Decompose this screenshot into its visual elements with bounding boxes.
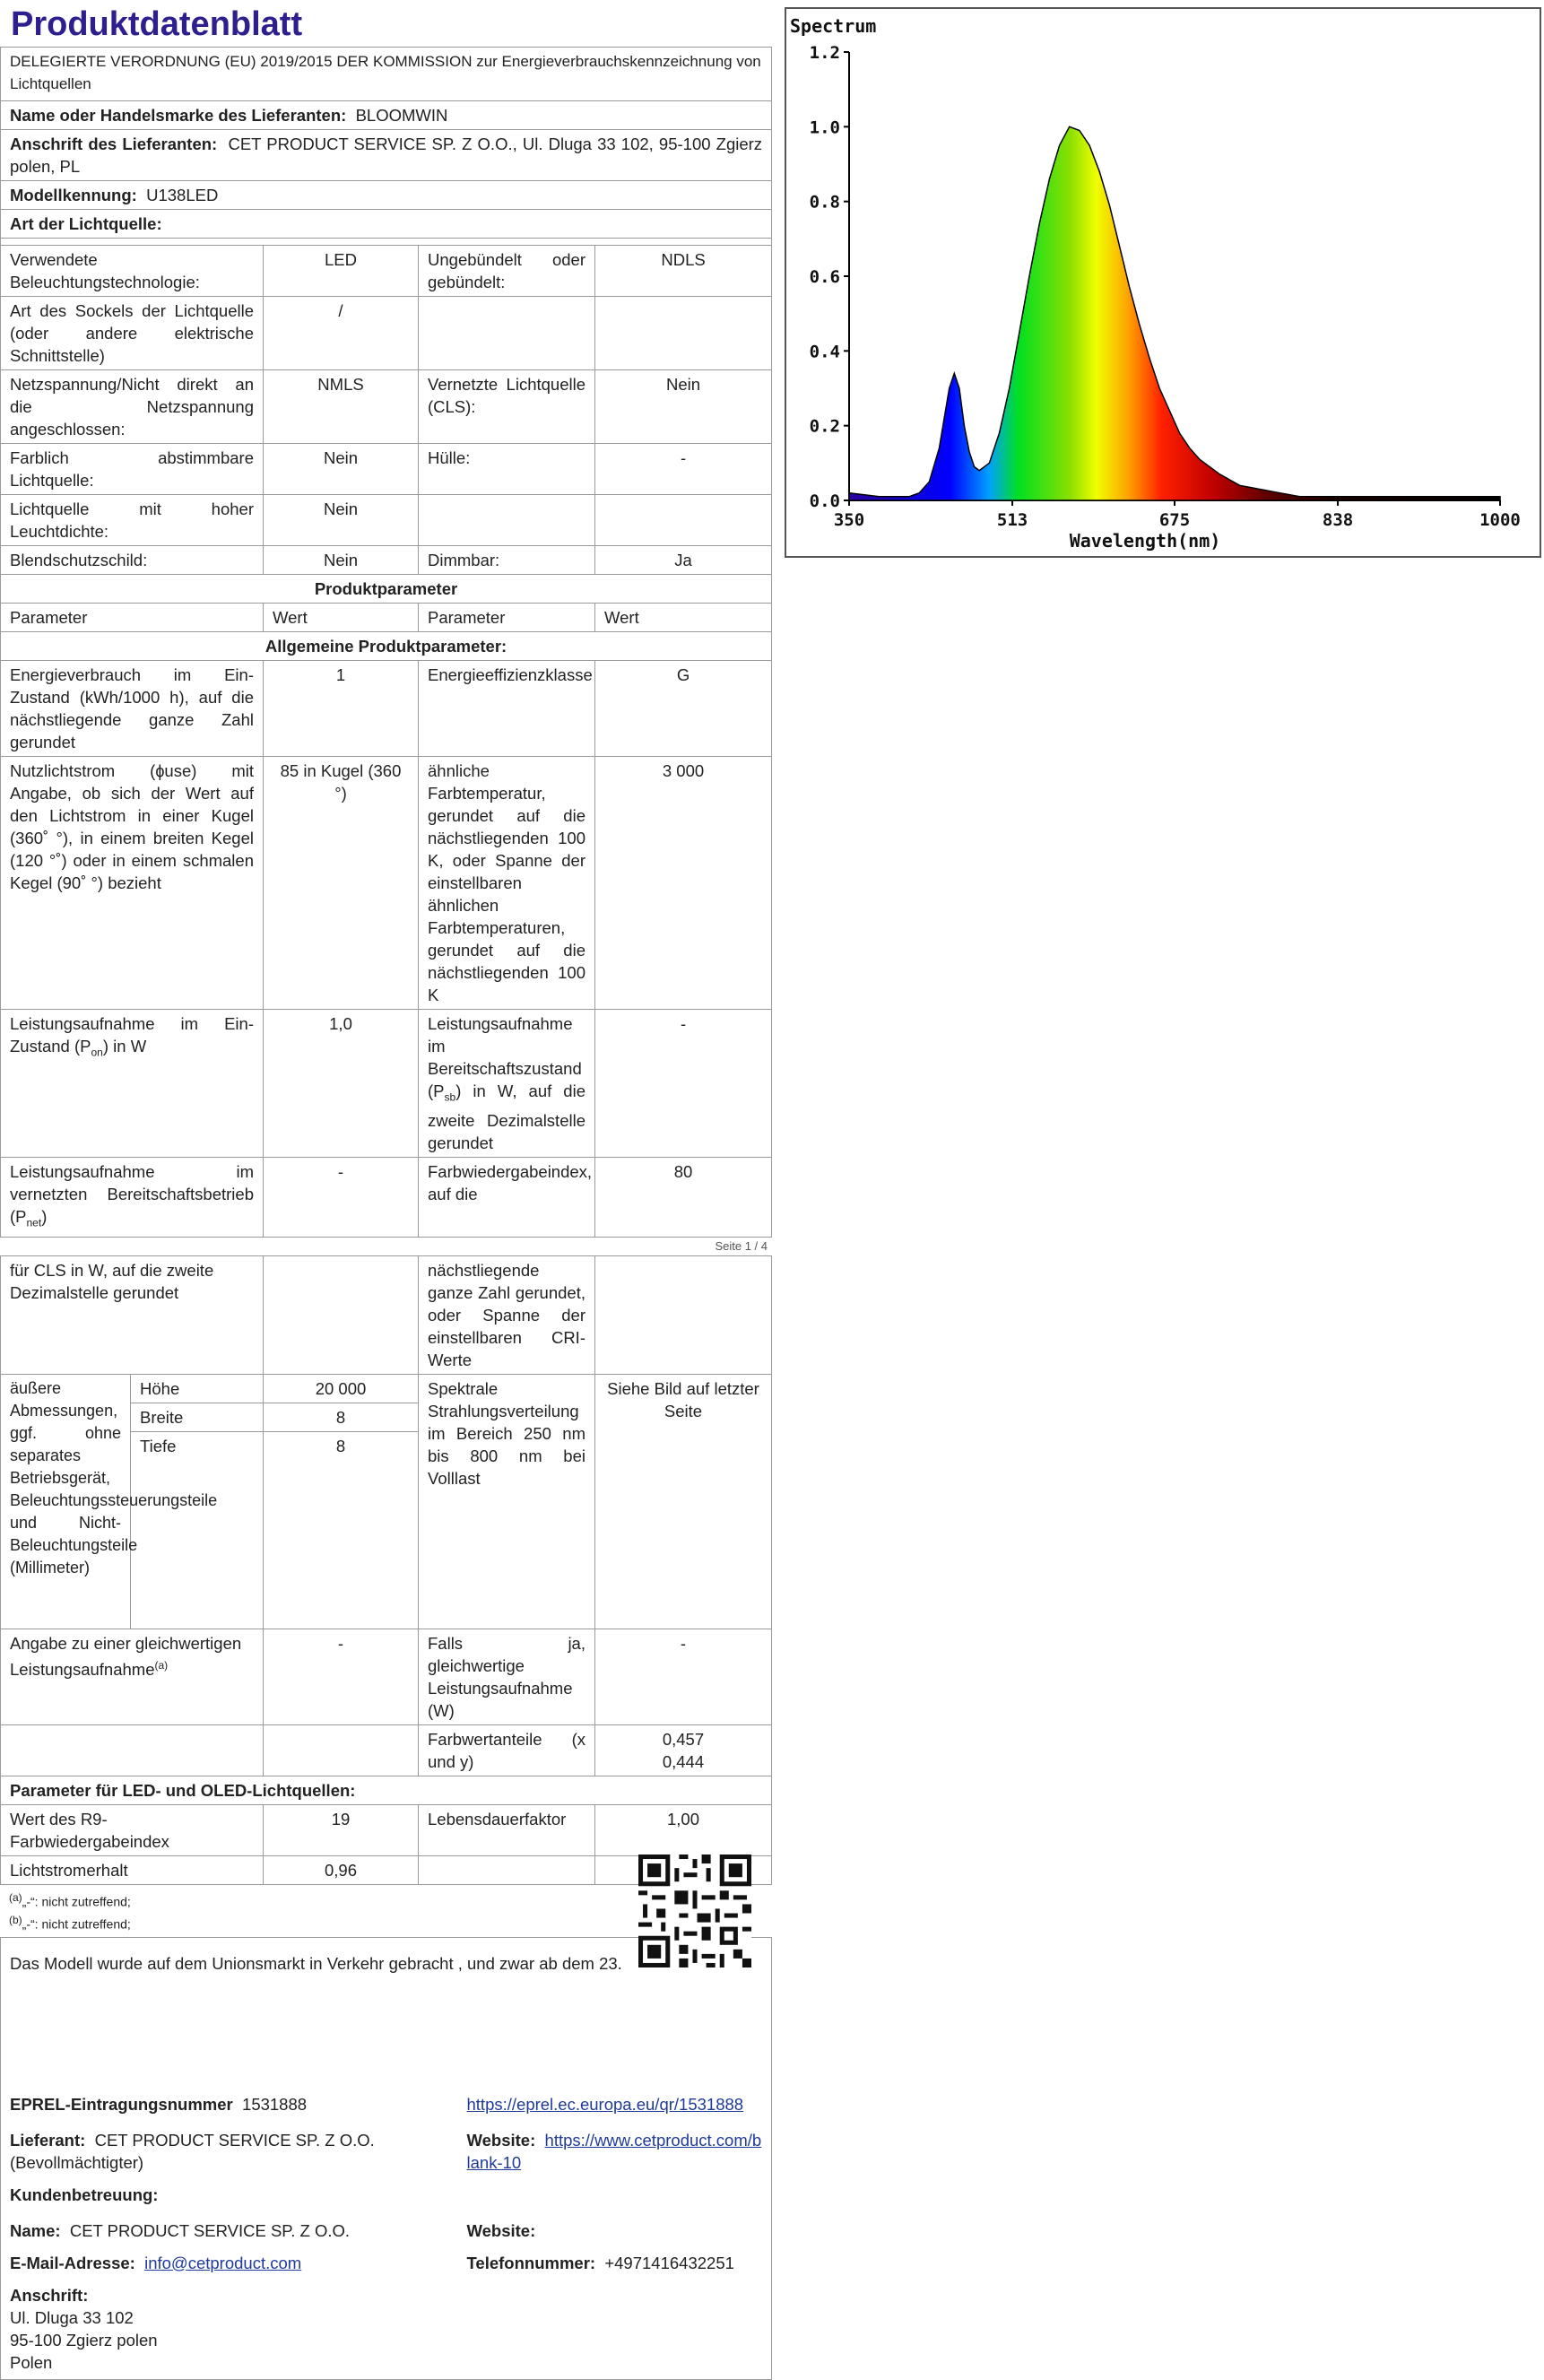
type-heading: Art der Lichtquelle: (1, 210, 772, 239)
y-tick-label: 0.0 (809, 491, 840, 511)
supplier-address: CET PRODUCT SERVICE SP. Z O.O., Ul. Dluga 33 102, 95-100 Zgierz polen, PL (10, 135, 763, 176)
type-value: Nein (595, 370, 772, 444)
param-label: für CLS in W, auf die zweite Dezimalstelle gerundet (1, 1256, 264, 1375)
model-row (1, 181, 772, 210)
type-row (1, 444, 772, 495)
y-tick-label: 0.8 (809, 192, 840, 213)
type-value: LED (264, 246, 419, 297)
param-label: Farbwiedergabeindex, auf die (419, 1157, 595, 1238)
param-label: Spektrale Strahlungsverteilung im Bereich 250 nm bis 800 nm bei Volllast (419, 1375, 595, 1629)
supplier-name-row (1, 101, 772, 130)
spectrum-area (849, 126, 1500, 500)
dimension-key: Höhe (131, 1375, 264, 1403)
type-label: Dimmbar: (419, 546, 595, 575)
type-label: Farblich abstimmbare Lichtquelle: (1, 444, 264, 495)
dimension-key: Breite (131, 1403, 264, 1432)
supplier-address-label: Anschrift des Lieferanten: (10, 135, 218, 153)
type-value: Nein (264, 546, 419, 575)
param-row (1, 1805, 772, 1856)
customer-heading: Kundenbetreuung: (1, 2176, 772, 2209)
type-label: Ungebündelt oder gebündelt: (419, 246, 595, 297)
regulation-text: DELEGIERTE VERORDNUNG (EU) 2019/2015 DER KOMMISSION zur Energieverbrauchskennzeichnung von Lichtquellen (1, 48, 772, 101)
param-value: 19 (264, 1805, 419, 1856)
supplier-info-table (0, 1937, 772, 2380)
param-label: nächstliegende ganze Zahl gerundet, oder Spanne der einstellbaren CRI-Werte (419, 1256, 595, 1375)
supplier-name: BLOOMWIN (355, 106, 448, 125)
x-tick-label: 838 (1322, 510, 1354, 530)
footnote-b: $^{(b)}$„-“: nicht zutreffend; (9, 1914, 131, 1932)
spectrum-chart (785, 7, 1541, 558)
dimensions-label: äußere Abmessungen, ggf. ohne separates Betriebsgerät, Beleuchtungssteuerungsteile und Nicht-Beleuchtungsteile (Millimeter) (1, 1375, 131, 1629)
customer-name-row: Name: CET PRODUCT SERVICE SP. Z O.O. (1, 2209, 458, 2245)
type-value: Ja (595, 546, 772, 575)
param-value: 1,0 (264, 1010, 419, 1158)
param-label: Leistungsaufnahme im vernetzten Bereitschaftsbetrieb $(P_{net})$ (1, 1157, 264, 1238)
x-tick-label: 1000 (1479, 510, 1521, 530)
type-label (419, 297, 595, 370)
chromaticity-y: 0,444 (662, 1752, 705, 1772)
param-value: 1,00 (595, 1805, 772, 1856)
dimension-value: 8 (264, 1432, 419, 1629)
param-value: 0,96 (264, 1856, 419, 1885)
param-row (1, 1157, 772, 1238)
page-title: Produktdatenblatt (11, 5, 303, 43)
type-value: NMLS (264, 370, 419, 444)
param-label: Energieeffizienzklasse (419, 661, 595, 757)
type-label: Hülle: (419, 444, 595, 495)
email-link[interactable]: info@cetproduct.com (144, 2253, 302, 2272)
customer-name: CET PRODUCT SERVICE SP. Z O.O. (69, 2220, 351, 2240)
type-label: Netzspannung/Nicht direkt an die Netzspannung angeschlossen: (1, 370, 264, 444)
type-label: Lichtquelle mit hoher Leuchtdichte: (1, 495, 264, 546)
type-label: Blendschutzschild: (1, 546, 264, 575)
type-row (1, 546, 772, 575)
param-label: Leistungsaufnahme im Ein-Zustand $(P_{on})$ in W (1, 1010, 264, 1158)
market-text: Das Modell wurde auf dem Unionsmarkt in Verkehr gebracht , und zwar ab dem 23. (1, 1937, 772, 2091)
model-id: U138LED (146, 186, 219, 204)
type-label: Vernetzte Lichtquelle (CLS): (419, 370, 595, 444)
supplier-address-row (1, 130, 772, 181)
address-line: Polen (10, 2352, 53, 2372)
param-row (1, 1725, 772, 1776)
y-tick-label: 1.2 (809, 43, 840, 63)
address-label: Anschrift: (10, 2285, 89, 2305)
x-tick-label: 513 (996, 510, 1028, 530)
supplier-name-label: Name oder Handelsmarke des Lieferanten: (10, 106, 347, 125)
type-label: Verwendete Beleuchtungstechnologie: (1, 246, 264, 297)
params-header-row (1, 604, 772, 632)
param-label: Nutzlichtstrom (ɸuse) mit Angabe, ob sich der Wert auf den Lichtstrom in einer Kugel (360˚ °), in einem breiten Kegel (120 °˚) oder in einem schmalen Kegel (90˚ °) bezieht (1, 757, 264, 1010)
y-tick-label: 0.2 (809, 416, 840, 437)
param-label: Falls ja, gleichwertige Leistungsaufnahme (W) (419, 1629, 595, 1725)
y-tick-label: 0.6 (809, 267, 840, 287)
type-row (1, 297, 772, 370)
type-label: Art des Sockels der Lichtquelle (oder andere elektrische Schnittstelle) (1, 297, 264, 370)
type-row (1, 495, 772, 546)
dimension-row (1, 1375, 772, 1403)
col-header: Wert (595, 604, 772, 632)
address-block (1, 2277, 772, 2380)
led-heading: Parameter für LED- und OLED-Lichtquellen: (1, 1776, 772, 1805)
param-value: 1 (264, 661, 419, 757)
general-heading: Allgemeine Produktparameter: (1, 632, 772, 661)
param-value: - (264, 1157, 419, 1238)
param-value: - (595, 1010, 772, 1158)
type-value: Nein (264, 495, 419, 546)
address-line: Ul. Dluga 33 102 (10, 2307, 134, 2327)
param-value: - (264, 1629, 419, 1725)
email-row: E-Mail-Adresse: info@cetproduct.com (1, 2245, 458, 2277)
param-row (1, 1629, 772, 1725)
type-value (595, 297, 772, 370)
datasheet-table (0, 47, 772, 1238)
param-value: 85 in Kugel (360 °) (264, 757, 419, 1010)
param-value (595, 1725, 772, 1776)
website2-label: Website: (458, 2209, 772, 2245)
col-header: Parameter (1, 604, 264, 632)
type-value: / (264, 297, 419, 370)
param-label: Lichtstromerhalt (1, 1856, 264, 1885)
type-value (595, 495, 772, 546)
param-value: 3 000 (595, 757, 772, 1010)
phone-row: Telefonnummer: +4971416432251 (458, 2245, 772, 2277)
x-tick-label: 350 (833, 510, 865, 530)
param-row (1, 1256, 772, 1375)
datasheet-table-continued (0, 1255, 772, 1885)
eprel-number: 1531888 (242, 2094, 308, 2114)
eprel-row: EPREL-Eintragungsnummer 1531888 (1, 2091, 458, 2118)
dimension-value: 8 (264, 1403, 419, 1432)
dimension-key: Tiefe (131, 1432, 264, 1629)
page-number: Seite 1 / 4 (715, 1239, 768, 1254)
model-label: Modellkennung: (10, 186, 137, 204)
eprel-link[interactable]: https://eprel.ec.europa.eu/qr/1531888 (466, 2094, 744, 2114)
param-row (1, 757, 772, 1010)
lieferant-row: Lieferant: CET PRODUCT SERVICE SP. Z O.O. (Bevollmächtigter) (1, 2118, 458, 2176)
lieferant-value: CET PRODUCT SERVICE SP. Z O.O. (Bevollmächtigter) (10, 2130, 375, 2172)
dimension-value: 20 000 (264, 1375, 419, 1403)
param-value: - (595, 1629, 772, 1725)
param-label: ähnliche Farbtemperatur, gerundet auf die nächstliegenden 100 K, oder Spanne der einstellbaren ähnlichen Farbtemperaturen, gerundet auf die nächstliegenden 100 K (419, 757, 595, 1010)
x-axis-label: Wavelength(nm) (1069, 530, 1221, 552)
params-heading: Produktparameter (1, 575, 772, 604)
phone-number: +4971416432251 (604, 2253, 734, 2272)
y-tick-label: 1.0 (809, 117, 840, 138)
type-row (1, 370, 772, 444)
address-line: 95-100 Zgierz polen (10, 2330, 158, 2350)
col-header: Wert (264, 604, 419, 632)
param-label: Angabe zu einer gleichwertigen Leistungsaufnahme$^{(a)}$ (1, 1629, 264, 1725)
param-label: Lebensdauerfaktor (419, 1805, 595, 1856)
x-tick-label: 675 (1158, 510, 1191, 530)
chromaticity-x: 0,457 (662, 1730, 705, 1750)
type-row (1, 246, 772, 297)
param-label: Energieverbrauch im Ein-Zustand (kWh/1000 h), auf die nächstliegende ganze Zahl gerundet (1, 661, 264, 757)
param-value: Siehe Bild auf letzter Seite (595, 1375, 772, 1629)
y-tick-label: 0.4 (809, 342, 840, 362)
param-value: G (595, 661, 772, 757)
param-label: Wert des R9-Farbwiedergabeindex (1, 1805, 264, 1856)
col-header: Parameter (419, 604, 595, 632)
param-label: Farbwertanteile (x und y) (419, 1725, 595, 1776)
x-axis (834, 500, 1521, 530)
type-label (419, 495, 595, 546)
website-link[interactable]: https://www.cetproduct.com/blank-10 (466, 2130, 762, 2172)
type-value: Nein (264, 444, 419, 495)
y-axis (810, 43, 849, 511)
param-row (1, 661, 772, 757)
type-value: NDLS (595, 246, 772, 297)
param-row (1, 1010, 772, 1158)
param-label: Leistungsaufnahme im Bereitschaftszustand $(P_{sb})$ in W, auf die zweite Dezimalstelle gerundet (419, 1010, 595, 1158)
param-value: 80 (595, 1157, 772, 1238)
website-label: Website: (466, 2130, 536, 2150)
chart-title: Spectrum (790, 15, 877, 37)
type-value: - (595, 444, 772, 495)
footnote-a: $^{(a)}$„-“: nicht zutreffend; (9, 1891, 131, 1910)
qr-code (638, 1854, 751, 1967)
